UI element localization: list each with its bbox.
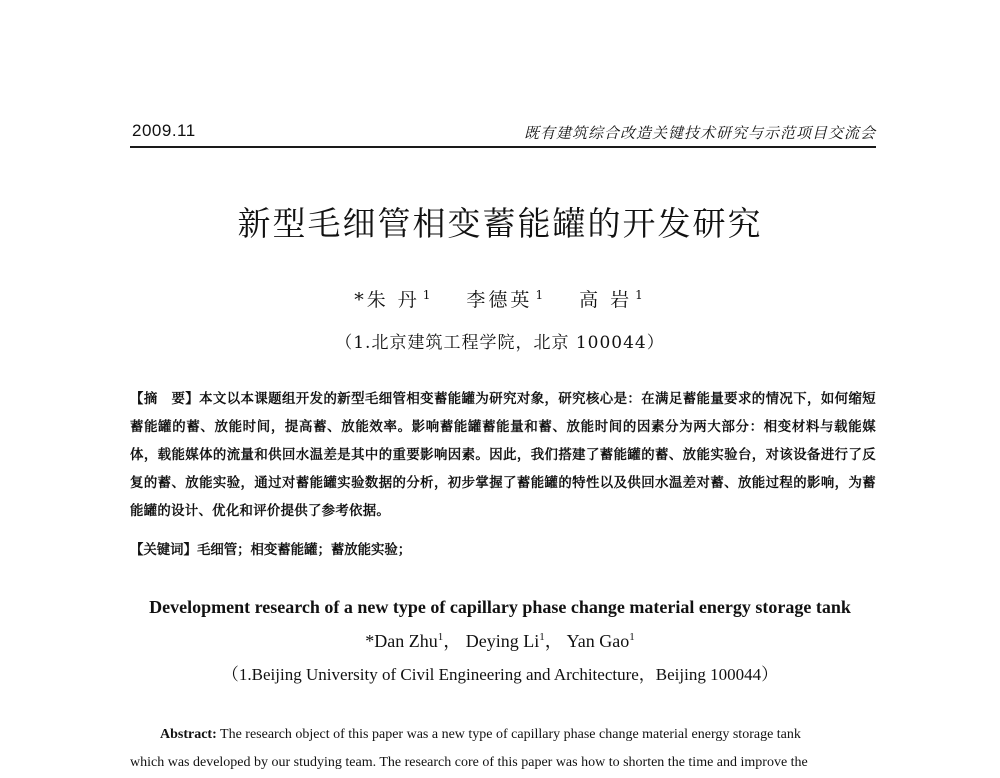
author-en-sup: 1	[539, 631, 545, 643]
abstract-en-label: Abstract:	[160, 727, 217, 742]
author-en-name: Deying Li	[465, 631, 540, 651]
paper-title-zh: 新型毛细管相变蓄能罐的开发研究	[237, 204, 763, 243]
keywords-zh	[130, 539, 876, 558]
affiliation-zh: （1.北京建筑工程学院，北京 100044）	[335, 333, 665, 353]
author-zh-sup: 1	[535, 287, 547, 302]
header-date: 2009.11	[132, 121, 196, 140]
author-zh-name: *朱 丹	[354, 289, 420, 311]
abstract-zh-text: 本文以本课题组开发的新型毛细管相变蓄能罐为研究对象，研究核心是：在满足蓄能量要求的情况下，如何缩短蓄能罐的蓄、放能时间，提高蓄、放能效率。影响蓄能罐蓄能量和蓄、放能时间的因素分为两大部分：相变材料与载能媒体，载能媒体的流量和供回水温差是其中的重要影响因素。因此，我们搭建了蓄能罐的蓄、放能实验台，对该设备进行了反复的蓄、放能实验，通过对蓄能罐实验数据的分析，初步掌握了蓄能罐的特性以及供回水温差对蓄、放能过程的影响，为蓄能罐的设计、优化和评价提供了参考依据。	[130, 392, 877, 519]
author-zh-name: 高 岩	[579, 289, 633, 311]
author-zh	[466, 289, 546, 311]
abstract-zh	[130, 386, 876, 526]
affiliation-en: （1.Beijing University of Civil Engineering and Architecture，Beijing 100044）	[221, 665, 779, 684]
author-zh	[354, 289, 433, 311]
abstract-zh-label: 【摘 要】	[130, 392, 200, 407]
author-en-name: Yan Gao	[566, 631, 630, 651]
header-conference: 既有建筑综合改造关键技术研究与示范项目交流会	[523, 124, 876, 142]
keywords-zh-text: 毛细管；相变蓄能罐；蓄放能实验；	[196, 543, 412, 558]
author-en-name: *Dan Zhu	[365, 631, 438, 651]
page-header	[130, 118, 876, 148]
author-zh-name: 李德英	[466, 289, 533, 311]
keywords-zh-label: 【关键词】	[130, 543, 197, 558]
author-zh-sup: 1	[422, 287, 434, 302]
authors-zh	[0, 285, 1000, 312]
author-en-sup: 1	[629, 631, 635, 643]
abstract-en	[160, 720, 876, 750]
abstract-en-line1: The research object of this paper was a new type of capillary phase change material energy storage tank	[220, 727, 801, 742]
authors-en	[0, 627, 1000, 653]
paper-title-en: Development research of a new type of capillary phase change material energy storage tank	[149, 597, 851, 617]
author-en-sup: 1	[437, 631, 444, 643]
author-en	[567, 631, 635, 651]
author-zh-sup: 1	[635, 287, 646, 302]
author-en: *Dan Zhu$^1$，	[365, 631, 462, 651]
author-en: Deying Li$^1$，	[465, 631, 563, 651]
author-zh	[579, 289, 646, 311]
abstract-en-line2: which was developed by our studying team. The research core of this paper was how to shorten the time and improve the	[130, 755, 808, 770]
